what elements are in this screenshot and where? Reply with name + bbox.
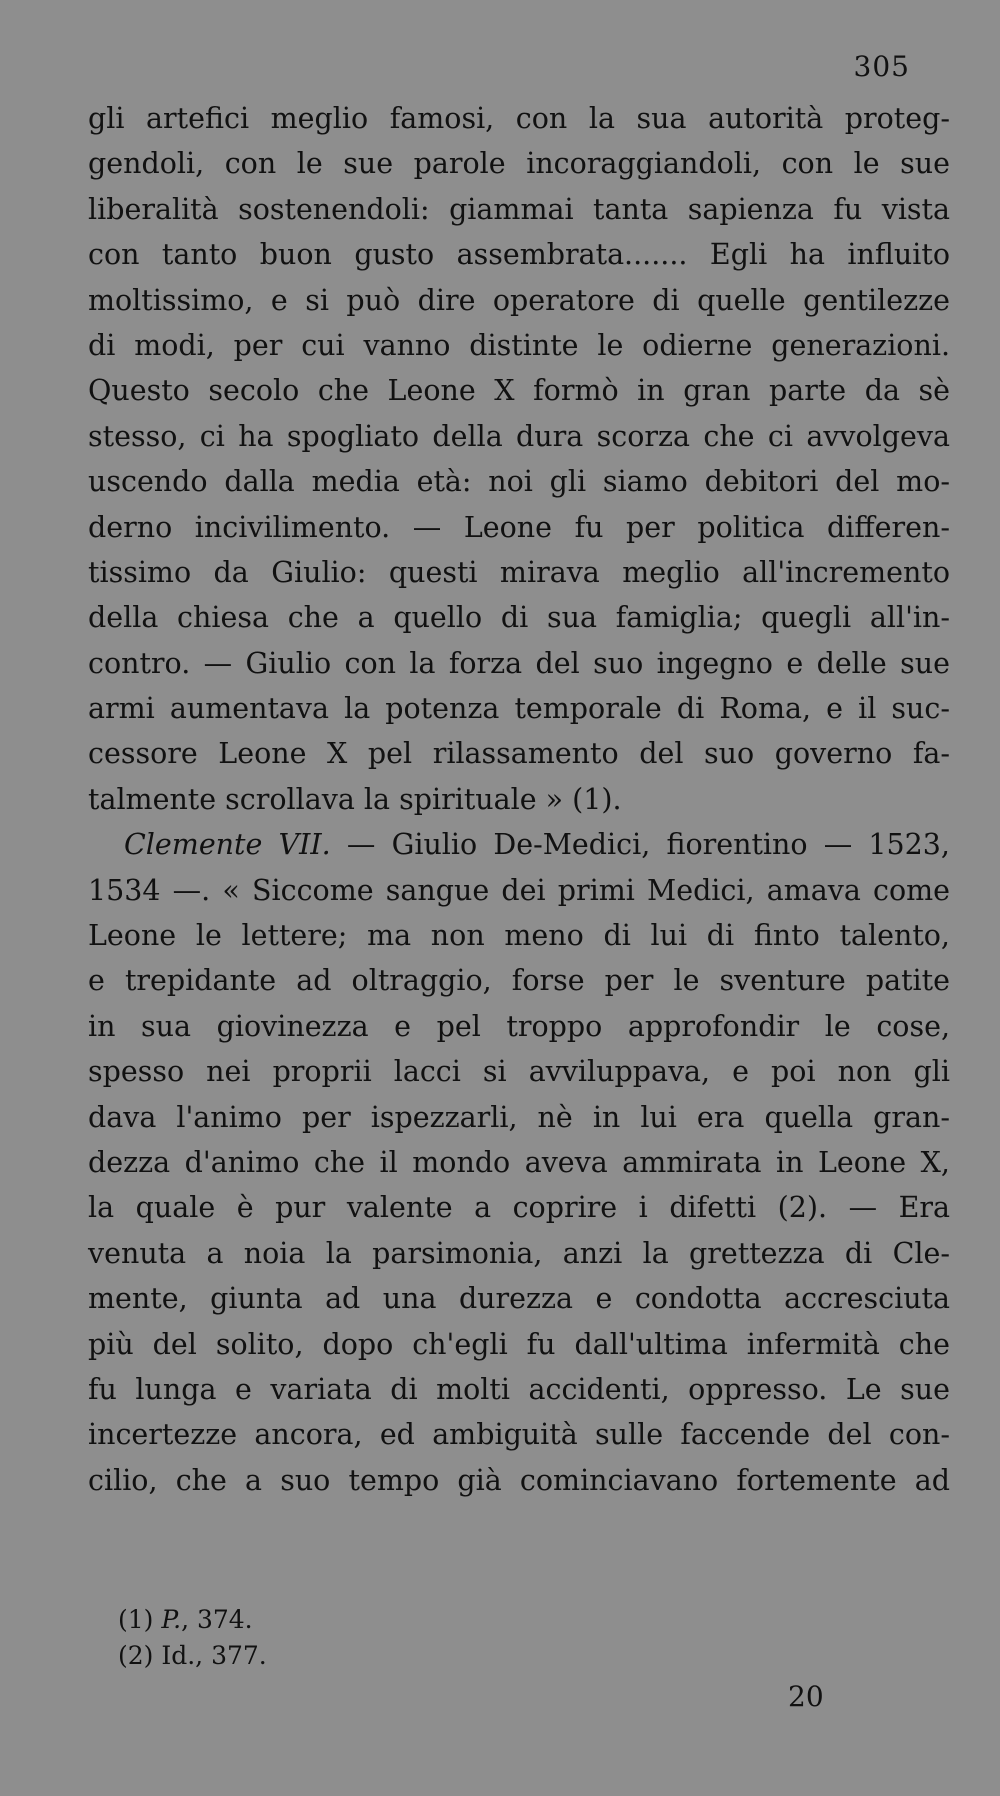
footnote-text: Id., 377. xyxy=(161,1641,267,1670)
text-line: dezza d'animo che il mondo aveva ammirata in Leone X, xyxy=(88,1145,950,1179)
text-line: con tanto buon gusto assembrata....... Egli ha influito xyxy=(88,238,950,272)
text-line: e trepidante ad oltraggio, forse per le sventure patite xyxy=(88,964,950,998)
footnote xyxy=(118,1638,267,1674)
text-line: armi aumentava la potenza temporale di Roma, e il suc- xyxy=(88,692,950,726)
text-line: uscendo dalla media età: noi gli siamo debitori del mo- xyxy=(88,465,950,499)
page-number: 305 xyxy=(853,50,910,83)
text-line: Leone le lettere; ma non meno di lui di finto talento, xyxy=(88,919,950,953)
pope-name: Clemente VII. xyxy=(124,828,331,862)
text-line: talmente scrollava la spirituale » (1). xyxy=(88,782,622,816)
footnotes xyxy=(118,1602,267,1674)
body-text xyxy=(88,96,950,1503)
text-line: più del solito, dopo ch'egli fu dall'ultima infermità che xyxy=(88,1327,950,1361)
text-line: fu lunga e variata di molti accidenti, oppresso. Le sue xyxy=(88,1372,950,1406)
footnote-marker: (2) xyxy=(118,1641,162,1670)
text-line: gendoli, con le sue parole incoraggiandoli, con le sue xyxy=(88,147,950,181)
text-line: cilio, che a suo tempo già cominciavano fortemente ad xyxy=(88,1463,950,1497)
text-line: dava l'animo per ispezzarli, nè in lui era quella gran- xyxy=(88,1100,950,1134)
footnote-ref: P. xyxy=(161,1605,182,1634)
text-line: in sua giovinezza e pel troppo approfondir le cose, xyxy=(88,1009,950,1043)
printer-signature-mark: 20 xyxy=(788,1680,824,1713)
text-line: di modi, per cui vanno distinte le odierne generazioni. xyxy=(88,328,950,362)
text-line: tissimo da Giulio: questi mirava meglio all'incremento xyxy=(88,555,950,589)
text-line: stesso, ci ha spogliato della dura scorza che ci avvolgeva xyxy=(88,419,950,453)
text-line: cessore Leone X pel rilassamento del suo governo fa- xyxy=(88,737,950,771)
text-line: 1534 —. « Siccome sangue dei primi Medici, amava come xyxy=(88,873,950,907)
text-line: Questo secolo che Leone X formò in gran parte da sè xyxy=(88,374,950,408)
footnote-marker: (1) xyxy=(118,1605,162,1634)
text-line: la quale è pur valente a coprire i difetti (2). — Era xyxy=(88,1191,950,1225)
text-line: incertezze ancora, ed ambiguità sulle faccende del con- xyxy=(88,1418,950,1452)
text-line: liberalità sostenendoli: giammai tanta sapienza fu vista xyxy=(88,192,950,226)
text-line: venuta a noia la parsimonia, anzi la grettezza di Cle- xyxy=(88,1236,950,1270)
text-line: mente, giunta ad una durezza e condotta accresciuta xyxy=(88,1282,950,1316)
text-line: spesso nei proprii lacci si avviluppava, e poi non gli xyxy=(88,1055,950,1089)
footnote-text: , 374. xyxy=(181,1605,253,1634)
text-line: contro. — Giulio con la forza del suo ingegno e delle sue xyxy=(88,646,950,680)
section-heading-line xyxy=(88,822,950,867)
text-line: gli artefici meglio famosi, con la sua autorità proteg- xyxy=(88,102,950,135)
text-line: della chiesa che a quello di sua famiglia; quegli all'in- xyxy=(88,601,950,635)
text-line: moltissimo, e si può dire operatore di quelle gentilezze xyxy=(88,283,950,317)
footnote xyxy=(118,1602,267,1638)
text-line: derno incivilimento. — Leone fu per politica differen- xyxy=(88,510,950,544)
pope-details: — Giulio De-Medici, fiorentino — 1523, xyxy=(330,828,950,862)
